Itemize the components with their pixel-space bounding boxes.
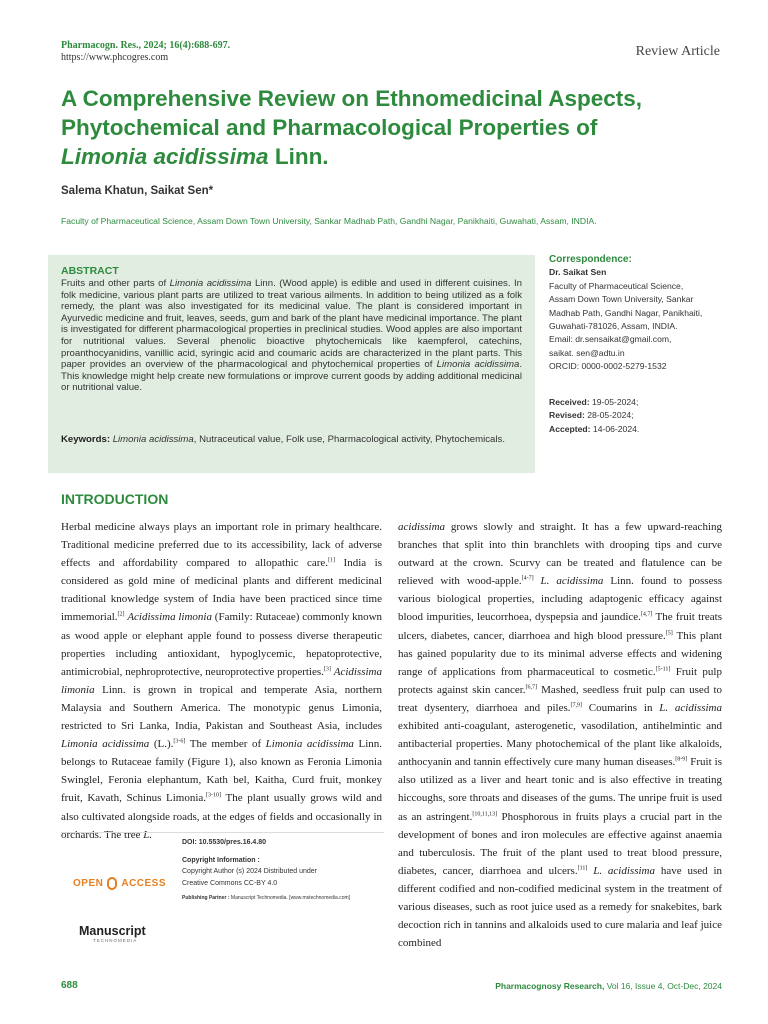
body-text: The member of [185, 738, 266, 751]
accepted-label: Accepted: [549, 423, 591, 434]
body-text: Mashed, seedless fruit pulp can used to treat dysentery, diarrhoea and piles. [398, 683, 722, 714]
revised-value: 28-05-2024; [584, 410, 634, 421]
citation-ref: [8-9] [675, 756, 688, 763]
correspondence-email-2[interactable]: saikat. sen@adtu.in [549, 347, 625, 358]
received-date [549, 396, 729, 409]
body-text: Coumarins in [582, 701, 660, 714]
citation-ref: [3-6] [173, 738, 186, 745]
authors: Salema Khatun, Saikat Sen* [61, 185, 214, 197]
accepted-value: 14-06-2024. [590, 423, 640, 434]
copyright-line: Creative Commons CC-BY 4.0 [182, 879, 278, 887]
copyright-label: Copyright Information : [182, 856, 260, 864]
species-name: L. acidissima [540, 575, 604, 588]
body-text: (L.). [149, 738, 174, 751]
species-name: L. acidissima [593, 864, 655, 877]
abstract-species: Limonia acidissima [436, 359, 520, 371]
body-text: Linn. belongs to Rutaceae family (Figure 1), also known as Feronia Limonia Swinglel, Feronia elephantum, Kath bel, Kaitha, Curd fruit, monkey fruit, Kavath, Schinus Limonia. [61, 738, 383, 805]
body-text: Herbal medicine always plays an important role in primary healthcare. Traditional medicine preferred due to its accessibility, lack of adverse effects and affordability compared to allopathic care. [61, 521, 382, 570]
abstract-heading: ABSTRACT [61, 265, 119, 277]
correspondence-orcid[interactable]: ORCID: 0000-0002-5279-1532 [549, 361, 667, 372]
species-name: acidissima [398, 521, 446, 533]
title-line-2: Phytochemical and Pharmacological Properties of [61, 115, 598, 140]
correspondence-email[interactable]: Email: dr.sensaikat@gmail.com, [549, 334, 672, 345]
body-text: This plant has gained popularity due to its minimal adverse effects and widening range of applications from pharmaceutical to cosmetic. [398, 629, 723, 678]
accepted-date [549, 423, 729, 436]
lock-icon [107, 877, 117, 890]
journal-reference [61, 40, 230, 64]
journal-url[interactable]: https://www.phcogres.com [61, 52, 169, 63]
article-dates [549, 396, 729, 436]
body-text: The fruit treats ulcers, diabetes, cancer, diarrhoea and high blood pressure. [398, 611, 722, 642]
body-text: Fruit pulp protects against skin cancer. [398, 665, 722, 696]
title-line-1: A Comprehensive Review on Ethnomedicinal Aspects, [61, 86, 642, 111]
citation-ref: [4-7] [521, 575, 534, 582]
footer-journal-name: Pharmacognosy Research, [495, 981, 605, 991]
citation-ref: [11] [577, 865, 588, 872]
received-value: 19-05-2024; [589, 397, 639, 407]
article-title [61, 84, 721, 171]
publisher-label: Publishing Partner : [182, 895, 230, 901]
species-name: Limonia acidissima [61, 738, 150, 751]
correspondence-line: Guwahati-781026, Assam, INDIA. [549, 321, 678, 332]
publisher-logo [79, 924, 146, 943]
introduction-column-1 [61, 518, 382, 844]
copyright-line: Copyright Author (s) 2024 Distributed under [182, 868, 318, 875]
page-number: 688 [61, 980, 78, 991]
body-text: Phosphorous in fruits plays a crucial part in the development of bones and iron molecules are effective against anaemia and tuberculosis. The fruit of the plant used to treat blood pressure, diabetes, cancer, diarrhoea and ulcers. [398, 810, 722, 877]
journal-citation: Pharmacogn. Res., 2024; 16(4):688-697. [61, 40, 231, 51]
citation-ref: [7,9] [570, 702, 582, 709]
received-label: Received: [549, 397, 590, 407]
keywords-label: Keywords: [61, 434, 111, 445]
revised-label: Revised: [549, 410, 585, 421]
body-text: India is considered as gold mine of medicinal plants and different medicinal traditional knowledge system of India have been practiced since time immemorial. [61, 557, 382, 624]
species-name: Limonia acidissima [265, 738, 354, 751]
correspondence-line: Faculty of Pharmaceutical Science, [549, 280, 684, 291]
title-suffix: Linn. [268, 144, 329, 169]
citation-ref: [2] [117, 611, 125, 618]
open-access-left: OPEN [73, 878, 104, 890]
footer-issue: Vol 16, Issue 4, Oct-Dec, 2024 [604, 981, 722, 991]
citation-ref: [3-10] [206, 792, 222, 799]
citation-ref: [5-11] [655, 666, 671, 673]
citation-ref: [4,7] [640, 611, 653, 618]
keywords-list: , Nutraceutical value, Folk use, Pharmacological activity, Phytochemicals. [193, 434, 505, 445]
abstract-species: Limonia acidissima [169, 278, 252, 289]
keywords-species: Limonia acidissima [112, 434, 194, 445]
citation-ref: [1] [328, 557, 336, 564]
body-text [534, 575, 541, 587]
keywords [61, 434, 522, 446]
affiliation: Faculty of Pharmaceutical Science, Assam Down Town University, Sankar Madhab Path, Gandhi Nagar, Panikhaiti, Guwahati, Assam, INDIA. [61, 216, 597, 226]
species-name: Acidissima limonia [127, 611, 212, 624]
body-text: Linn. found to possess various biological properties, including adaptogenic efficacy against blood impurities, leucorrhoea, dyspepsia and jaundice. [398, 575, 723, 624]
publisher-value[interactable]: Manuscript Technomedia. [www.mstechnomedia.com] [229, 895, 351, 901]
body-text: Linn. is grown in tropical and temperate Asia, northern Malaysia and Southern America. The monotypic genus Limonia, restricted to Sri Lanka, India, Pakistan and Southeast Asia, includes [61, 683, 382, 733]
correspondence-name: Dr. Saikat Sen [549, 267, 607, 278]
open-access-right: ACCESS [121, 878, 167, 890]
publisher-line [182, 893, 382, 905]
body-text: grows slowly and straight. It has a few upward-reaching branches that split into thin branchlets with drooping tips and curve outward at the crown. Scurvy can be treated and flatulence can be relieved with wood-apple. [398, 521, 722, 588]
body-text: exhibited anti-coagulant, asterogenetic, vasodilation, antihelmintic and antibacterial properties. Many photochemical of the plant like alkaloids, anthocyanin and tannin effectively cure many human diseases. [398, 720, 722, 769]
body-text: (Family: Rutaceae) commonly known as wood apple or elephant apple found to possess diverse therapeutic properties including antioxidant, hypoglycemic, hepatoprotective, antimicrobial, nephroprotective, neuroprotective properties. [61, 611, 383, 678]
citation-ref: [5] [665, 629, 673, 636]
citation-ref: [6,7] [525, 684, 538, 691]
introduction-column-2 [398, 518, 722, 952]
abstract-part: Linn. (Wood apple) is edible and used in different cuisines. In folk medicine, various plant parts are utilized to treat various ailments. In addition to being utilized as a folk remedy, the plant was also investigated for its medicinal value. The plant is considered important in Ayurvedic medicine and fruit, leaves, seeds, gum and bark of the plant have medicinal importance. The plant is investigated for different pharmacological properties in preclinical studies. Wood apples are also important for nutritional values. Several phenolic bioactive phytochemicals like kaempferol, catechins, proanthocyanidins, vanillic acid, syringic acid and coumaric acids are characterized in the plant parts. This paper provides an overview of the pharmacological and phytochemical properties of [61, 278, 522, 371]
abstract-part: . This knowledge might help create new formulations or improve current goods by adding additional medicinal or nutritional value. [61, 359, 522, 394]
introduction-heading: INTRODUCTION [61, 491, 169, 507]
body-text: Fruit is also utilized as a liver and heart tonic and is also effective in treating hiccoughs, sore throats and diseases of the gums. The unripe fruit is used as an astringent. [398, 756, 723, 823]
species-name: L. acidissima [659, 701, 722, 714]
body-text: The plant usually grows wild and also cultivated alongside roads, at the edges of fields and occasionally in orchards. The tree [61, 792, 383, 841]
footer-journal [495, 981, 722, 991]
title-species: Limonia acidissima [61, 144, 269, 169]
article-type: Review Article [635, 44, 720, 59]
species-name: Acidissima limonia [61, 665, 382, 696]
correspondence-line: Madhab Path, Gandhi Nagar, Panikhaiti, [549, 307, 703, 318]
citation-ref: [10,11,13] [472, 810, 498, 817]
citation-ref: [3] [323, 666, 331, 673]
publisher-logo-name: Manuscript [79, 924, 146, 938]
body-text: have used in different codified and non-codified medicinal system in the treatment of various diseases, such as root juice used as a remedy for snakebites, bark decoction rich in tannins and alkaloids used to cure malaria and leaf juice combined [398, 864, 723, 950]
open-access-logo [73, 877, 166, 890]
correspondence-heading: Correspondence: [549, 254, 632, 265]
correspondence-line: Assam Down Town University, Sankar [549, 294, 694, 305]
publisher-logo-sub: TECHNOMEDIA [93, 938, 138, 943]
abstract-part: Fruits and other parts of [61, 278, 170, 289]
article-info-text [182, 837, 382, 905]
title-line-3 [61, 142, 721, 171]
abstract-text [61, 278, 522, 394]
revised-date [549, 409, 729, 422]
doi[interactable]: DOI: 10.5530/pres.16.4.80 [182, 839, 267, 846]
correspondence-block [549, 253, 729, 374]
species-name: L. [143, 828, 153, 841]
